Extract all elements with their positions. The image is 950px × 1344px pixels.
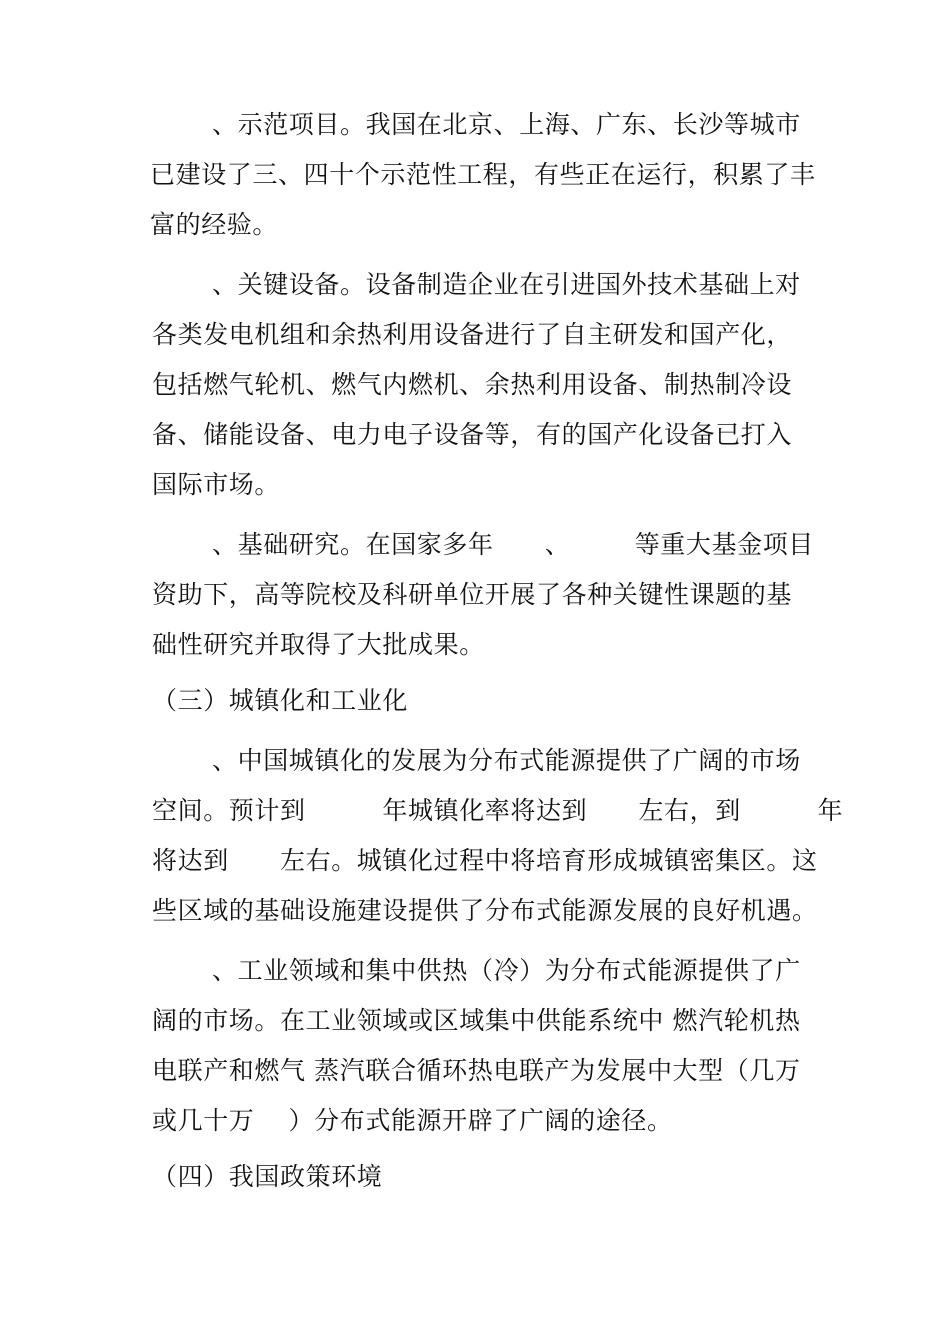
paragraph-industry-heating-line-4: 或几十万 ）分布式能源开辟了广阔的途径。 (152, 1106, 673, 1135)
paragraph-key-equipment-line-5: 国际市场。 (152, 470, 281, 499)
section-heading-urbanization: （三）城镇化和工业化 (152, 686, 409, 715)
paragraph-key-equipment-line-2: 各类发电机组和余热利用设备进行了自主研发和国产化， (152, 320, 793, 349)
paragraph-industry-heating-line-1: 、工业领域和集中供热（冷）为分布式能源提供了广 (212, 956, 801, 985)
paragraph-basic-research-line-2: 资助下，高等院校及科研单位开展了各种关键性课题的基 (152, 580, 793, 609)
paragraph-basic-research-line-3: 础性研究并取得了大批成果。 (152, 630, 485, 659)
paragraph-demo-projects-line-2: 已建设了三、四十个示范性工程，有些正在运行，积累了丰 (150, 160, 816, 189)
paragraph-urbanization-line-3: 将达到 左右。城镇化过程中将培育形成城镇密集区。这 (152, 846, 818, 875)
paragraph-basic-research-line-1: 、基础研究。在国家多年 、 等重大基金项目 (212, 530, 814, 559)
paragraph-demo-projects-line-3: 富的经验。 (150, 210, 279, 239)
paragraph-urbanization-line-2: 空间。预计到 年城镇化率将达到 左右，到 年 (152, 796, 844, 825)
paragraph-urbanization-line-1: 、中国城镇化的发展为分布式能源提供了广阔的市场 (212, 746, 801, 775)
paragraph-industry-heating-line-2: 阔的市场。在工业领域或区域集中供能系统中 燃汽轮机热 (152, 1006, 801, 1035)
paragraph-urbanization-line-4: 些区域的基础设施建设提供了分布式能源发展的良好机遇。 (152, 896, 818, 925)
paragraph-key-equipment-line-1: 、关键设备。设备制造企业在引进国外技术基础上对 (212, 270, 801, 299)
paragraph-industry-heating-line-3: 电联产和燃气 蒸汽联合循环热电联产为发展中大型（几万 (152, 1056, 801, 1085)
paragraph-demo-projects-line-1: 、示范项目。我国在北京、上海、广东、长沙等城市 (212, 110, 801, 139)
paragraph-key-equipment-line-3: 包括燃气轮机、燃气内燃机、余热利用设备、制热制冷设 (152, 370, 793, 399)
paragraph-key-equipment-line-4: 备、储能设备、电力电子设备等，有的国产化设备已打入 (152, 420, 793, 449)
section-heading-policy-environment: （四）我国政策环境 (152, 1162, 383, 1191)
